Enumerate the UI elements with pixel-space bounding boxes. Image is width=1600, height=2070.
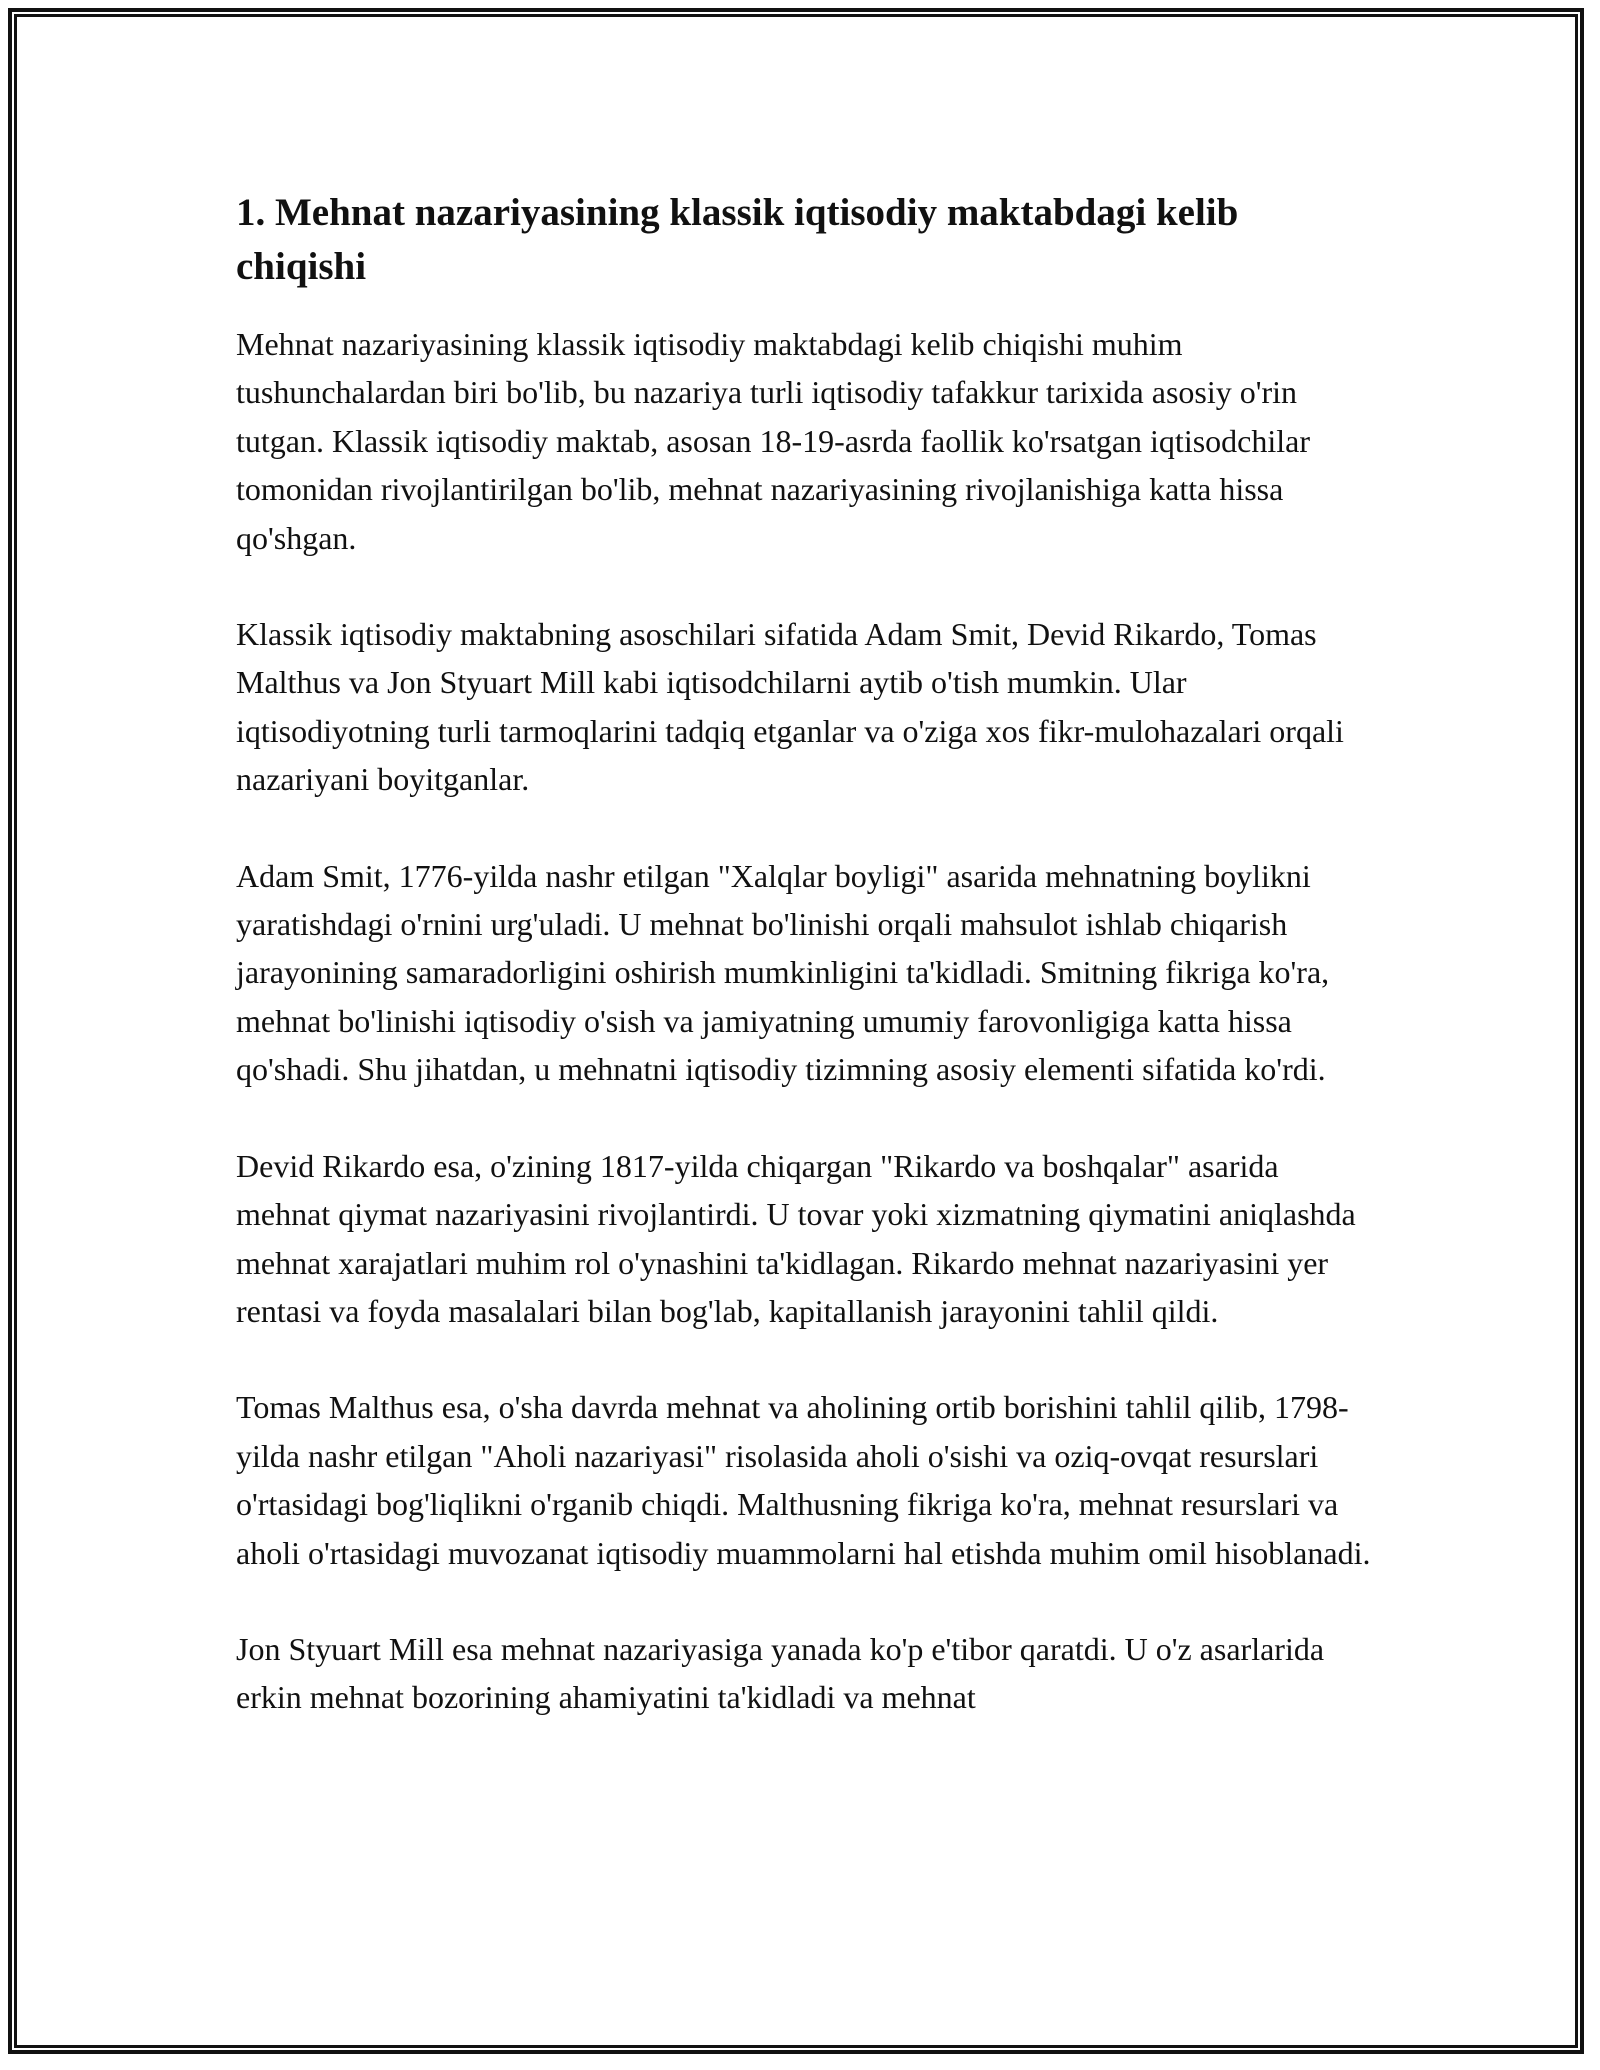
paragraph-rikardo: Devid Rikardo esa, o'zining 1817-yilda chiqargan "Rikardo va boshqalar" asarida mehnat qiymat nazariyasini rivojlantirdi. U tovar yoki xizmatning qiymatini aniqlashda mehnat xarajatlari muhim rol o'ynashini ta'kidlagan. Rikardo mehnat nazariyasini yer rentasi va foyda masalalari bilan bog'lab, kapitallanish jarayonini tahlil qildi.: [236, 1147, 1356, 1329]
paragraph-malthus: Tomas Malthus esa, o'sha davrda mehnat va aholining ortib borishini tahlil qilib, 1798-yilda nashr etilgan "Aholi nazariyasi" risolasida aholi o'sishi va oziq-ovqat resurslari o'rtasidagi bog'liqlikni o'rganib chiqdi. Malthusning fikriga ko'ra, mehnat resurslari va aholi o'rtasidagi muvozanat iqtisodiy muammolarni hal etishda muhim omil hisoblanadi.: [236, 1389, 1371, 1571]
paragraph-founders: Klassik iqtisodiy maktabning asoschilari sifatida Adam Smit, Devid Rikardo, Tomas Malthus va Jon Styuart Mill kabi iqtisodchilarni aytib o'tish mumkin. Ular iqtisodiyotning turli tarmoqlarini tadqiq etganlar va o'ziga xos fikr-mulohazalari orqali nazariyani boyitganlar.: [236, 616, 1344, 798]
document-body: [236, 186, 1376, 1770]
paragraph-intro: Mehnat nazariyasining klassik iqtisodiy maktabdagi kelib chiqishi muhim tushunchalardan biri bo'lib, bu nazariya turli iqtisodiy tafakkur tarixida asosiy o'rin tutgan. Klassik iqtisodiy maktab, asosan 18-19-asrda faollik ko'rsatgan iqtisodchilar tomonidan rivojlantirilgan bo'lib, mehnat nazariyasining rivojlanishiga katta hissa qo'shgan.: [236, 326, 1310, 556]
paragraph-adam-smit: Adam Smit, 1776-yilda nashr etilgan "Xalqlar boyligi" asarida mehnatning boylikni yaratishdagi o'rnini urg'uladi. U mehnat bo'linishi orqali mahsulot ishlab chiqarish jarayonining samaradorligini oshirish mumkinligini ta'kidladi. Smitning fikriga ko'ra, mehnat bo'linishi iqtisodiy o'sish va jamiyatning umumiy farovonligiga katta hissa qo'shadi. Shu jihatdan, u mehnatni iqtisodiy tizimning asosiy elementi sifatida ko'rdi.: [236, 857, 1330, 1088]
paragraph-mill: Jon Styuart Mill esa mehnat nazariyasiga yanada ko'p e'tibor qaratdi. U o'z asarlarida erkin mehnat bozorining ahamiyatini ta'kidladi va mehnat: [236, 1630, 1325, 1716]
section-heading: 1. Mehnat nazariyasining klassik iqtisodiy maktabdagi kelib chiqishi: [236, 191, 1239, 288]
